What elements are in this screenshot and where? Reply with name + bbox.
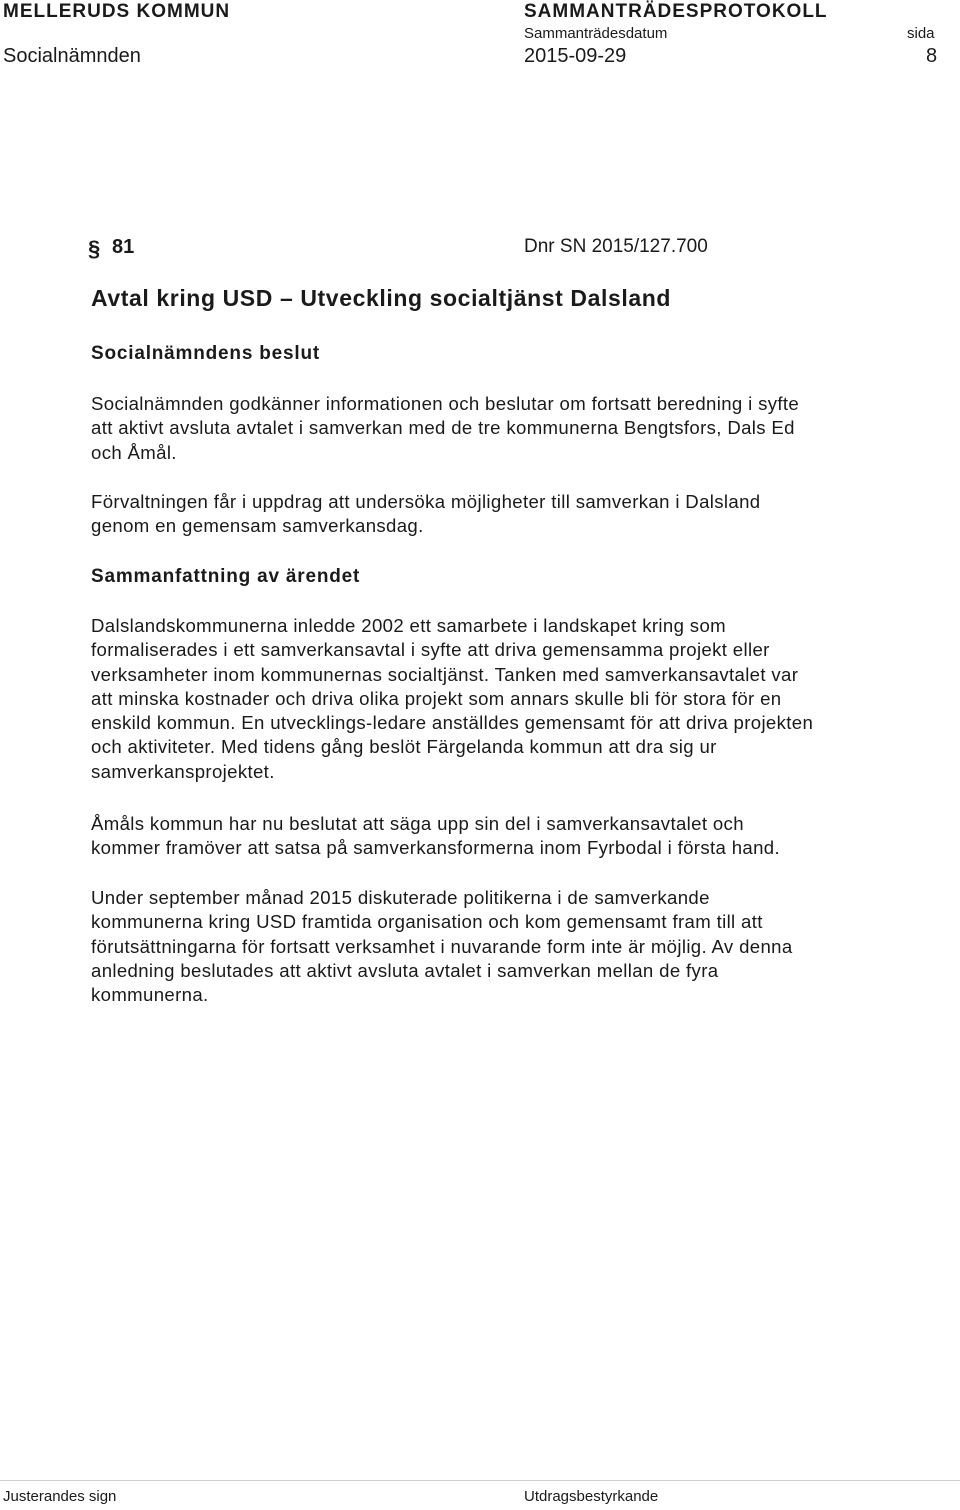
document-type: SAMMANTRÄDESPROTOKOLL — [524, 1, 828, 22]
text-line: Under september månad 2015 diskuterade politikerna i de samverkande — [91, 887, 710, 908]
text-line: kommunerna kring USD framtida organisation och kom gemensamt fram till att — [91, 911, 763, 933]
text-line: att minska kostnader och driva olika projekt som annars skulle bli för stora för en — [91, 687, 782, 709]
registration-number: Dnr SN 2015/127.700 — [524, 236, 708, 257]
page-number: 8 — [926, 45, 938, 67]
page-label: sida — [907, 25, 935, 42]
summary-paragraph-1 — [91, 614, 960, 784]
text-line: Dalslandskommunerna inledde 2002 ett samarbete i landskapet kring som — [91, 615, 726, 636]
text-line: Socialnämnden godkänner informationen och beslutar om fortsatt beredning i syfte — [91, 393, 800, 414]
paragraph-symbol: § — [88, 236, 101, 261]
footer-divider — [0, 1480, 960, 1481]
text-line: och Åmål. — [91, 441, 177, 463]
meeting-date: 2015-09-29 — [524, 45, 627, 67]
text-line: Åmåls kommun har nu beslutat att säga upp sin del i samverkansavtalet och — [91, 813, 744, 834]
item-title: Avtal kring USD – Utveckling socialtjänst Dalsland — [91, 285, 672, 311]
adjuster-signature-label: Justerandes sign — [3, 1488, 117, 1505]
summary-paragraph-2 — [91, 812, 960, 861]
text-line: Förvaltningen får i uppdrag att undersöka möjligheter till samverkan i Dalsland — [91, 491, 761, 512]
text-line: och aktiviteter. Med tidens gång beslöt Färgelanda kommun att dra sig ur — [91, 736, 717, 758]
text-line: formaliserades i ett samverkansavtal i syfte att driva gemensamma projekt eller — [91, 639, 770, 661]
certification-label: Utdragsbestyrkande — [524, 1488, 659, 1505]
text-line: verksamheter inom kommunernas socialtjänst. Tanken med samverkansavtalet var — [91, 663, 799, 685]
text-line: kommunerna. — [91, 984, 209, 1006]
section-number: 81 — [112, 236, 135, 258]
summary-paragraph-3 — [91, 886, 960, 1007]
decision-heading: Socialnämndens beslut — [91, 343, 321, 364]
meeting-date-label: Sammanträdesdatum — [524, 25, 668, 42]
organization-name: MELLERUDS KOMMUN — [3, 1, 231, 22]
decision-paragraph-1 — [91, 392, 960, 465]
text-line: förutsättningarna för fortsatt verksamhet i nuvarande form inte är möjlig. Av denna — [91, 935, 793, 957]
summary-heading: Sammanfattning av ärendet — [91, 566, 361, 587]
text-line: kommer framöver att satsa på samverkansformerna inom Fyrbodal i första hand. — [91, 837, 781, 859]
text-line: genom en gemensam samverkansdag. — [91, 515, 424, 537]
text-line: enskild kommun. En utvecklings-ledare anställdes gemensamt för att driva projekten — [91, 712, 814, 734]
committee-name: Socialnämnden — [3, 45, 141, 67]
decision-paragraph-2 — [91, 490, 960, 539]
text-line: samverkansprojektet. — [91, 760, 275, 782]
text-line: att aktivt avsluta avtalet i samverkan med de tre kommunerna Bengtsfors, Dals Ed — [91, 417, 795, 439]
text-line: anledning beslutades att aktivt avsluta avtalet i samverkan mellan de fyra — [91, 959, 719, 981]
